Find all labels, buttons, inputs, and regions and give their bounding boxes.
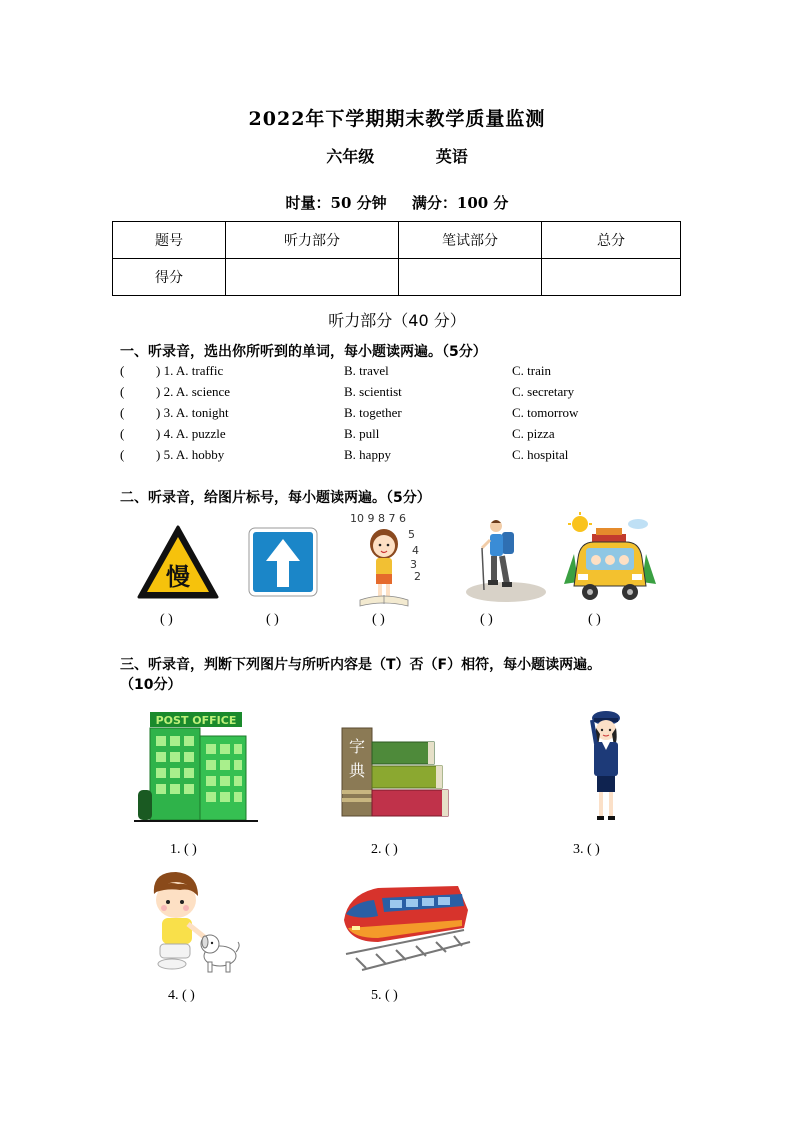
- score-table-score-row: [113, 259, 681, 296]
- girl-counting-icon: [346, 508, 430, 608]
- option-c: C. hospital: [512, 447, 569, 462]
- svg-text:2: 2: [414, 570, 421, 583]
- option-b: B. together: [344, 405, 402, 420]
- answer-bracket[interactable]: ( ): [266, 612, 279, 627]
- option-a: ) 3. A. tonight: [156, 405, 229, 420]
- table-cell: 听力部分: [226, 222, 399, 259]
- part2-heading: 二、听录音，给图片标号，每小题读两遍。（5分）: [120, 490, 431, 506]
- dictionary-char: 典: [348, 761, 366, 780]
- answer-bracket[interactable]: 2. ( ): [371, 842, 398, 857]
- option-c: C. secretary: [512, 384, 575, 399]
- grade-label: 六年级: [326, 147, 375, 166]
- post-office-sign-text: POST OFFICE: [155, 714, 237, 727]
- option-b: B. travel: [344, 363, 389, 378]
- answer-bracket[interactable]: 5. ( ): [371, 988, 398, 1003]
- option-b: B. pull: [344, 426, 380, 441]
- part3-heading: 三、听录音，判断下列图片与所听内容是（T）否（F）相符，每小题读两遍。: [120, 657, 602, 673]
- option-a: ) 1. A. traffic: [156, 363, 224, 378]
- table-cell: 总分: [542, 222, 681, 259]
- score-label: 满分：100 分: [411, 194, 509, 212]
- answer-bracket[interactable]: 4. ( ): [168, 988, 195, 1003]
- table-cell: 题号: [113, 222, 226, 259]
- svg-text:10 9 8 7 6: 10 9 8 7 6: [350, 512, 406, 525]
- answer-bracket[interactable]: ( ): [372, 612, 385, 627]
- svg-text:慢: 慢: [166, 563, 190, 591]
- option-a: ) 5. A. hobby: [156, 447, 225, 462]
- listening-section-title: 听力部分（40 分）: [328, 311, 466, 330]
- score-entry-cell[interactable]: [226, 259, 399, 296]
- score-entry-cell[interactable]: [399, 259, 542, 296]
- part1-heading: 一、听录音，选出你所听到的单词，每小题读两遍。（5分）: [120, 344, 487, 360]
- option-c: C. train: [512, 363, 551, 378]
- score-table-header-row: [113, 222, 681, 259]
- dictionary-books-icon: [340, 726, 450, 820]
- time-score-info: [0, 192, 794, 213]
- subject-label: 英语: [435, 147, 468, 166]
- exam-title: 2022年下学期期末教学质量监测: [248, 108, 546, 130]
- option-c: C. tomorrow: [512, 405, 579, 420]
- option-c: C. pizza: [512, 426, 555, 441]
- option-a: ) 2. A. science: [156, 384, 231, 399]
- answer-bracket[interactable]: ( ): [160, 612, 173, 627]
- option-b: B. happy: [344, 447, 391, 462]
- hiker-icon: [458, 514, 548, 604]
- slow-warning-sign-icon: [136, 524, 220, 600]
- table-cell: 笔试部分: [399, 222, 542, 259]
- boy-with-dog-icon: [146, 870, 242, 976]
- option-a: ) 4. A. puzzle: [156, 426, 226, 441]
- answer-bracket[interactable]: ( ): [480, 612, 493, 627]
- answer-bracket[interactable]: 3. ( ): [573, 842, 600, 857]
- option-b: B. scientist: [344, 384, 402, 399]
- train-icon: [338, 880, 472, 976]
- table-cell: 得分: [113, 259, 226, 296]
- answer-bracket[interactable]: 1. ( ): [170, 842, 197, 857]
- svg-text:4: 4: [412, 544, 419, 557]
- policewoman-icon: [580, 708, 632, 826]
- time-label: 时量：50 分钟: [285, 194, 387, 212]
- dictionary-char: 字: [348, 737, 366, 756]
- exam-subtitle: [0, 144, 794, 167]
- score-entry-cell[interactable]: [542, 259, 681, 296]
- svg-text:5: 5: [408, 528, 415, 541]
- part3-heading-score: （10分）: [120, 677, 182, 693]
- one-way-arrow-sign-icon: [248, 527, 318, 597]
- score-table: [112, 221, 681, 296]
- answer-bracket[interactable]: ( ): [588, 612, 601, 627]
- svg-text:3: 3: [410, 558, 417, 571]
- post-office-building-icon: [134, 710, 258, 826]
- travel-car-icon: [560, 512, 660, 606]
